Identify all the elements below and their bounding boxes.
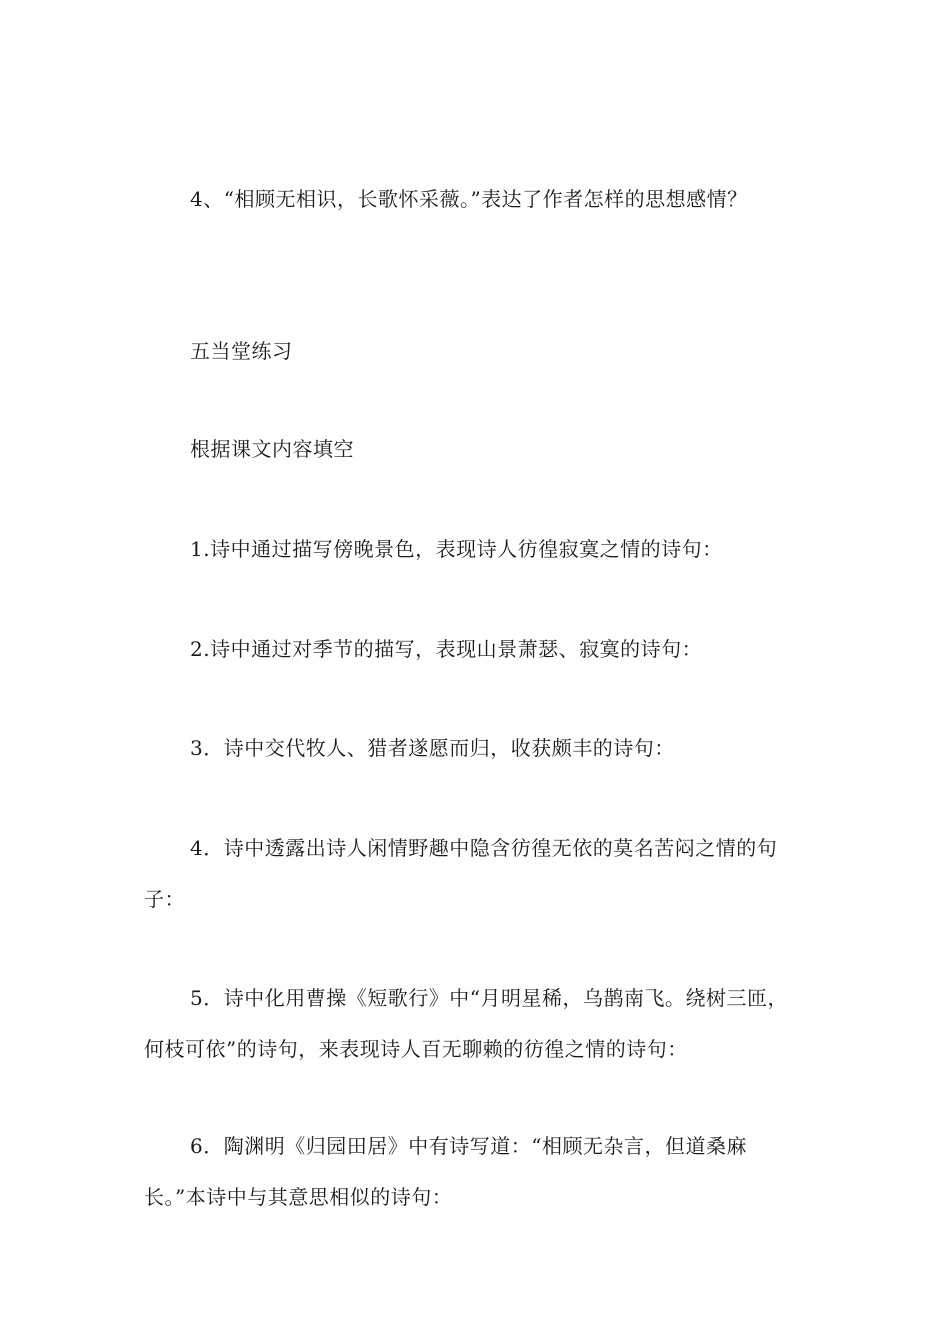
fill-blank-item-5: 5．诗中化用曹操《短歌行》中“月明星稀，乌鹊南飞。绕树三匝，何枝可依”的诗句，来表现诗人百无聊赖的彷徨之情的诗句： bbox=[144, 986, 788, 1061]
instruction-text: 根据课文内容填空 bbox=[190, 437, 354, 461]
fill-blank-item-4: 4．诗中透露出诗人闲情野趣中隐含彷徨无依的莫名苦闷之情的句子： bbox=[144, 836, 778, 911]
fill-blank-item-3: 3．诗中交代牧人、猎者遂愿而归，收获颇丰的诗句： bbox=[190, 736, 675, 760]
fill-blank-item-1: 1.诗中通过描写傍晚景色，表现诗人彷徨寂寞之情的诗句： bbox=[190, 537, 723, 561]
fill-blank-item-6: 6．陶渊明《归园田居》中有诗写道：“相顾无杂言，但道桑麻长。”本诗中与其意思相似的诗句： bbox=[144, 1134, 747, 1209]
fill-blank-item-2: 2.诗中通过对季节的描写，表现山景萧瑟、寂寞的诗句： bbox=[190, 637, 703, 661]
section-heading: 五当堂练习 bbox=[190, 339, 293, 363]
question-4-paragraph: 4、“相顾无相识，长歌怀采薇。”表达了作者怎样的思想感情？ bbox=[190, 187, 748, 211]
